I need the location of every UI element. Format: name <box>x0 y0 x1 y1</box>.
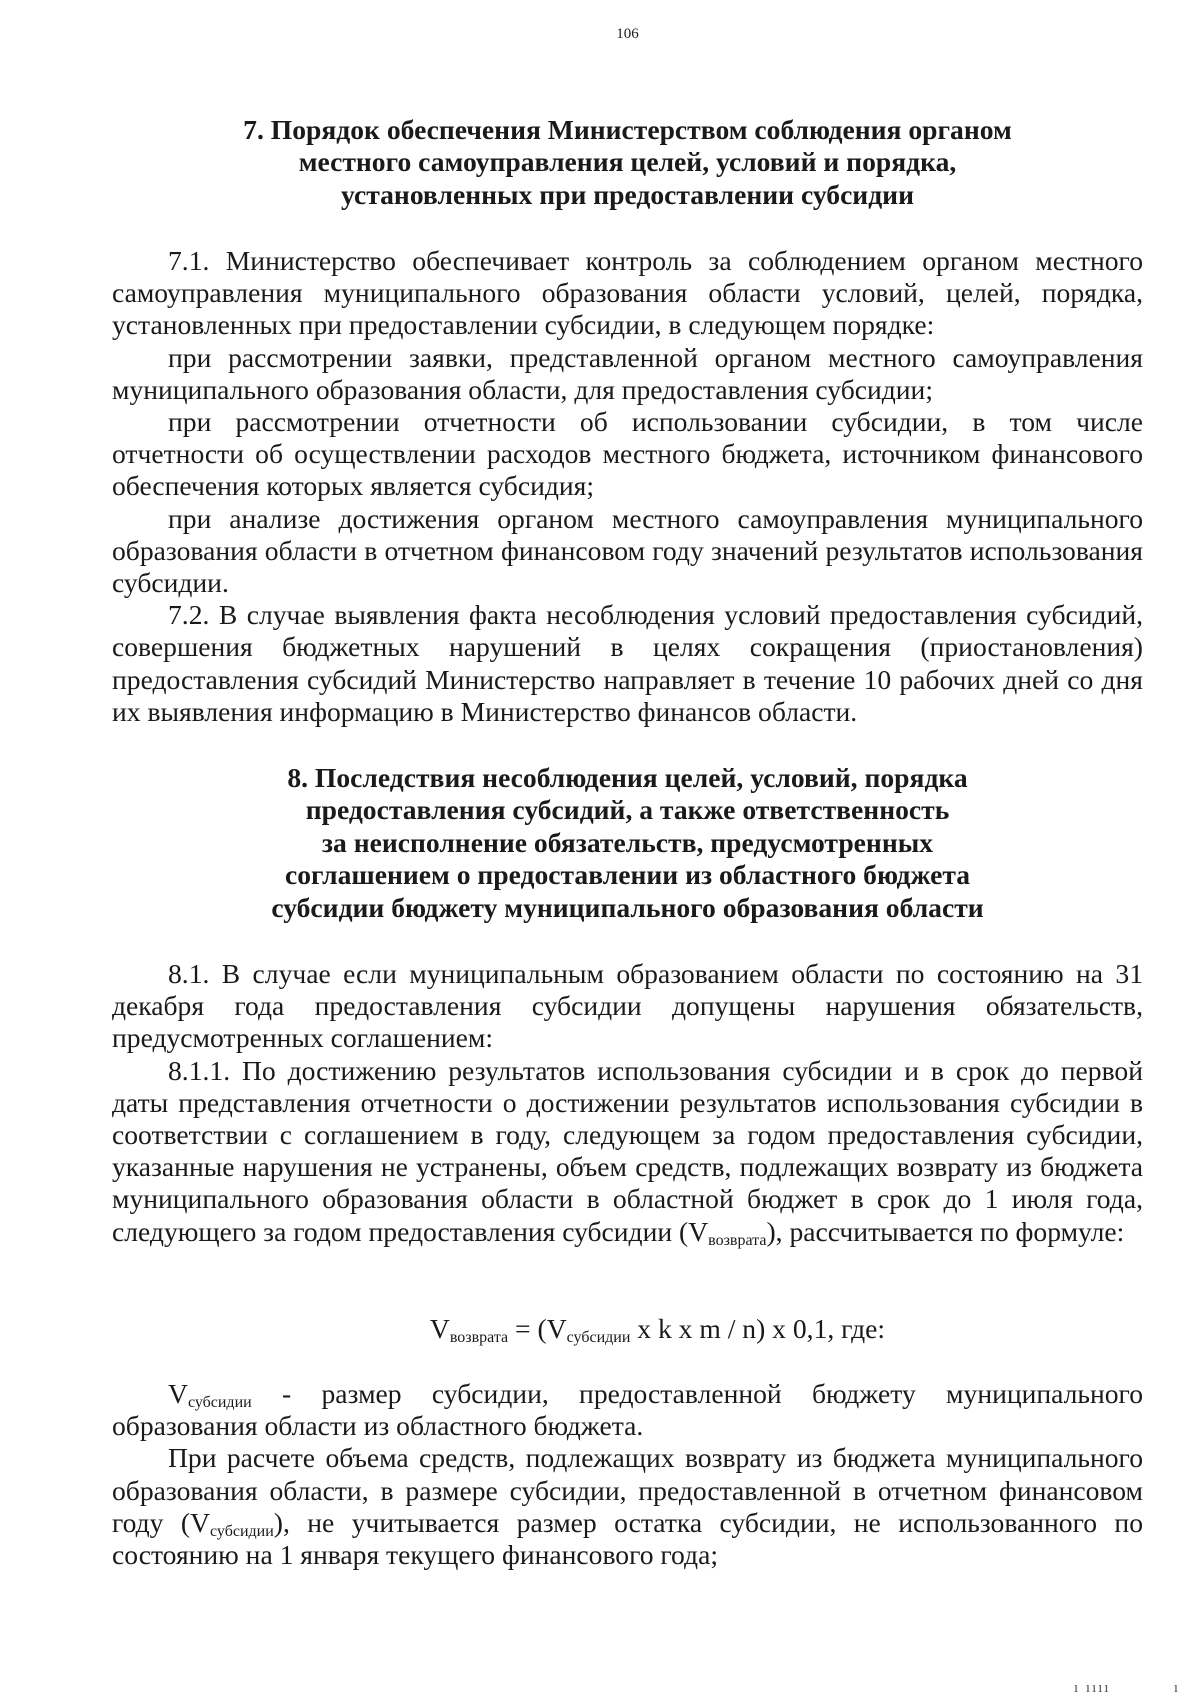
paragraph-7-1-item-3: при анализе достижения органом местного самоуправления муниципального образования области в отчетном финансовом году значений результатов использования субсидии. <box>112 502 1143 599</box>
paragraph-text: 8.1.1. По достижению результатов использования субсидии и в срок до первой даты представления отчетности о достижении результатов использования субсидии в соответствии с соглашением в году, следующем за годом предоставления субсидии, указанные нарушения не устранены, объем средств, подлежащих возврату из бюджета муниципального образования области в областной бюджет в срок до 1 июля года, следующего за годом предоставления субсидии (V <box>112 1054 1143 1247</box>
paragraph-text: ), не учитывается размер остатка субсидии, не использованного по состоянию на 1 января текущего финансового года; <box>112 1506 1143 1571</box>
subscript: субсидии <box>210 1522 274 1540</box>
definitions-block <box>112 1378 1143 1571</box>
formula-block <box>112 1313 1143 1345</box>
formula <box>112 1313 1143 1345</box>
heading-line: соглашением о предоставлении из областного бюджета <box>284 859 971 891</box>
scan-artifact-marks: ı ıııı ı <box>1073 1680 1180 1696</box>
subscript: субсидии <box>566 1329 631 1346</box>
heading-line: установленных при предоставлении субсидии <box>341 178 914 210</box>
formula-part: = (V <box>508 1313 567 1344</box>
definition-symbol: V <box>168 1378 188 1409</box>
heading-line: субсидии бюджету муниципального образования области <box>271 891 984 923</box>
section-7-body <box>112 245 1143 728</box>
definition-v-subsidy <box>112 1378 1143 1442</box>
heading-line: за неисполнение обязательств, предусмотренных <box>321 826 934 858</box>
paragraph-text: ), рассчитывается по формуле: <box>766 1215 1125 1247</box>
subscript: возврата <box>708 1231 767 1249</box>
heading-line: 7. Порядок обеспечения Министерством соблюдения органом <box>243 114 1012 145</box>
heading-line: предоставления субсидий, а также ответственность <box>305 794 950 826</box>
heading-line: 8. Последствия несоблюдения целей, условий, порядка <box>287 762 968 793</box>
section-heading <box>112 114 1143 211</box>
definition-text: - размер субсидии, предоставленной бюджету муниципального образования области из областного бюджета. <box>112 1378 1143 1442</box>
paragraph-7-2: 7.2. В случае выявления факта несоблюдения условий предоставления субсидий, совершения бюджетных нарушений в целях сокращения (приостановления) предоставления субсидий Министерство направляет в течение 10 рабочих дней со дня их выявления информацию в Министерство финансов области. <box>112 599 1143 727</box>
heading-line: местного самоуправления целей, условий и порядка, <box>298 146 957 178</box>
section-heading <box>112 762 1143 924</box>
subscript: возврата <box>449 1329 509 1346</box>
formula-part: x k x m / n) x 0,1, где: <box>630 1313 886 1344</box>
paragraph-calculation-note <box>112 1442 1143 1571</box>
paragraph-7-1-item-2: при рассмотрении отчетности об использовании субсидии, в том числе отчетности об осуществлении расходов местного бюджета, источником финансового обеспечения которых является субсидия; <box>112 406 1143 502</box>
paragraph-7-1: 7.1. Министерство обеспечивает контроль за соблюдением органом местного самоуправления муниципального образования области условий, целей, порядка, установленных при предоставлении субсидии, в следующем порядке: <box>112 245 1143 341</box>
paragraph-7-1-item-1: при рассмотрении заявки, представленной органом местного самоуправления муниципального образования области, для предоставления субсидии; <box>112 341 1143 405</box>
formula-v: V <box>429 1313 450 1344</box>
paragraph-text: При расчете объема средств, подлежащих возврату из бюджета муниципального образования области, в размере субсидии, предоставленной в отчетном финансовом году (V <box>112 1442 1143 1538</box>
subscript: субсидии <box>187 1394 252 1411</box>
paragraph-8-1: 8.1. В случае если муниципальным образованием области по состоянию на 31 декабря года предоставления субсидии допущены нарушения обязательств, предусмотренных соглашением: <box>112 958 1143 1054</box>
section-8-body <box>112 958 1143 1248</box>
paragraph-8-1-1 <box>112 1055 1143 1248</box>
section-8-heading <box>112 762 1143 924</box>
section-7-heading <box>112 114 1143 211</box>
page-number: 106 <box>616 26 639 42</box>
